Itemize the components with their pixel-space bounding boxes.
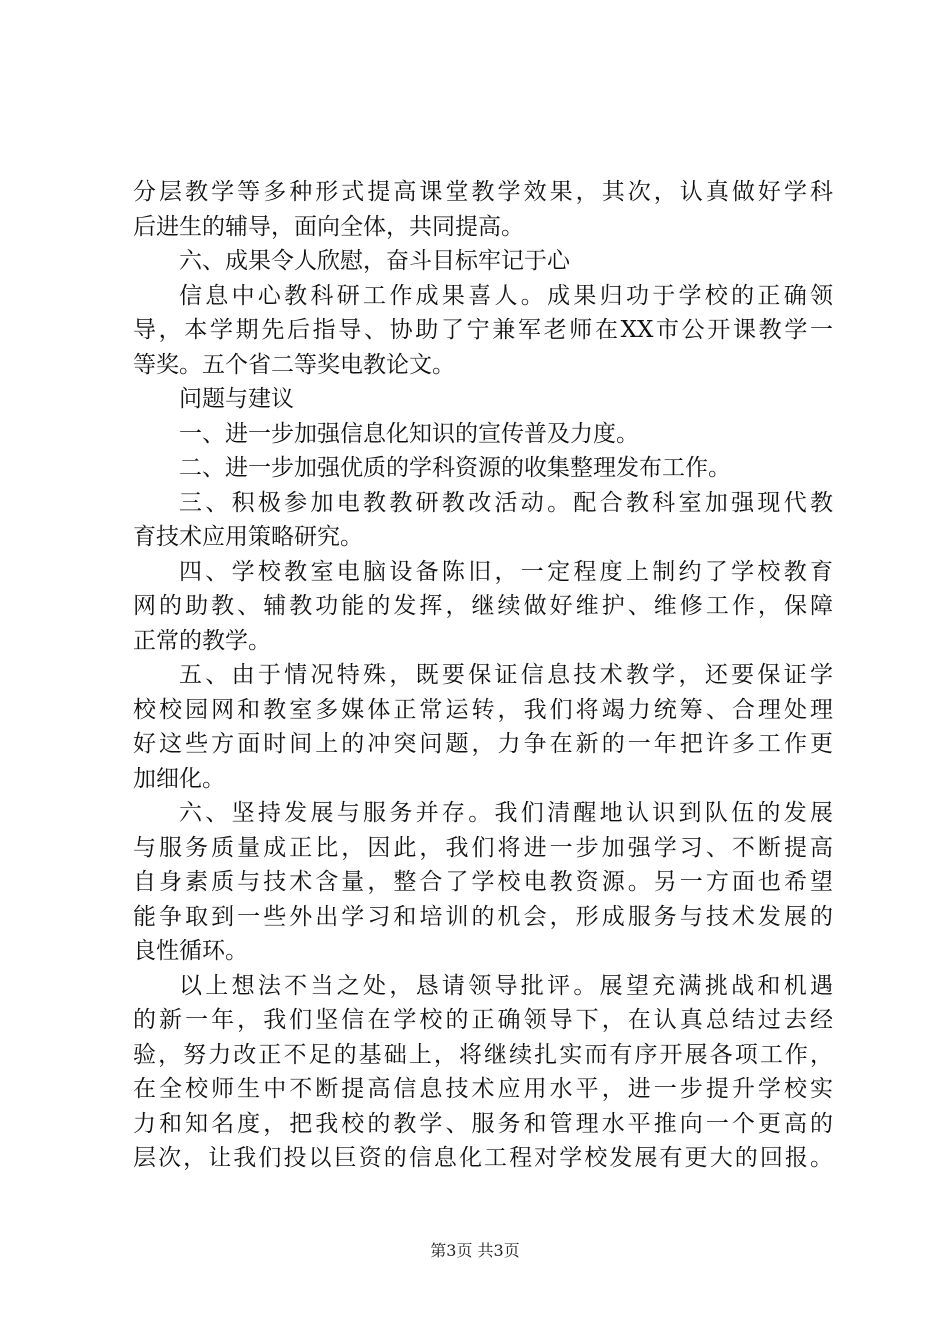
text-line: 育技术应用策略研究。: [133, 524, 363, 550]
text-line: 校校园网和教室多媒体正常运转，我们将竭力统筹、合理处理: [133, 696, 833, 723]
text-line: 力和知名度，把我校的教学、服务和管理水平推向一个更高的: [133, 1110, 833, 1137]
text-line: 自身素质与技术含量，整合了学校电教资源。另一方面也希望: [133, 869, 833, 895]
text-line: 信息中心教科研工作成果喜人。成果归功于学校的正确领: [179, 282, 833, 309]
text-line: 能争取到一些外出学习和培训的机会，形成服务与技术发展的: [133, 903, 833, 930]
text-line: 分层教学等多种形式提高课堂教学效果，其次，认真做好学科: [133, 179, 833, 205]
text-line: 二、进一步加强优质的学科资源的收集整理发布工作。: [179, 455, 731, 481]
text-line: 的新一年，我们坚信在学校的正确领导下，在认真总结过去经: [133, 1007, 833, 1033]
text-line: 等奖。五个省二等奖电教论文。: [133, 351, 455, 378]
text-line: 在全校师生中不断提高信息技术应用水平，进一步提升学校实: [133, 1076, 833, 1102]
text-line: 网的助教、辅教功能的发挥，继续做好维护、维修工作，保障: [133, 593, 833, 619]
text-line: 六、坚持发展与服务并存。我们清醒地认识到队伍的发展: [179, 800, 833, 826]
document-body: [133, 175, 833, 1176]
text-line: 后进生的辅导，面向全体，共同提高。: [133, 213, 524, 240]
text-line: 三、积极参加电教教研教改活动。配合教科室加强现代教: [179, 489, 833, 516]
text-line: 一、进一步加强信息化知识的宣传普及力度。: [179, 420, 639, 447]
page-footer: 第3页 共3页: [430, 1241, 520, 1260]
text-line: 验，努力改正不足的基础上，将继续扎实而有序开展各项工作，: [133, 1041, 833, 1068]
text-line: 四、学校教室电脑设备陈旧，一定程度上制约了学校教育: [179, 558, 833, 585]
text-line: 六、成果令人欣慰，奋斗目标牢记于心: [179, 248, 570, 274]
text-line: 好这些方面时间上的冲突问题，力争在新的一年把许多工作更: [133, 731, 833, 757]
text-line: 导，本学期先后指导、协助了宁兼军老师在XX市公开课教学一: [133, 317, 833, 343]
text-line: 五、由于情况特殊，既要保证信息技术教学，还要保证学: [179, 662, 833, 688]
text-line: 以上想法不当之处，恳请领导批评。展望充满挑战和机遇: [179, 972, 833, 999]
text-line: 层次，让我们投以巨资的信息化工程对学校发展有更大的回报。: [133, 1145, 833, 1171]
text-line: 与服务质量成正比，因此，我们将进一步加强学习、不断提高: [133, 834, 833, 861]
text-line: 正常的教学。: [133, 627, 271, 654]
text-line: 良性循环。: [133, 938, 248, 964]
text-line: 加细化。: [133, 765, 225, 792]
text-line: 问题与建议: [179, 386, 294, 412]
